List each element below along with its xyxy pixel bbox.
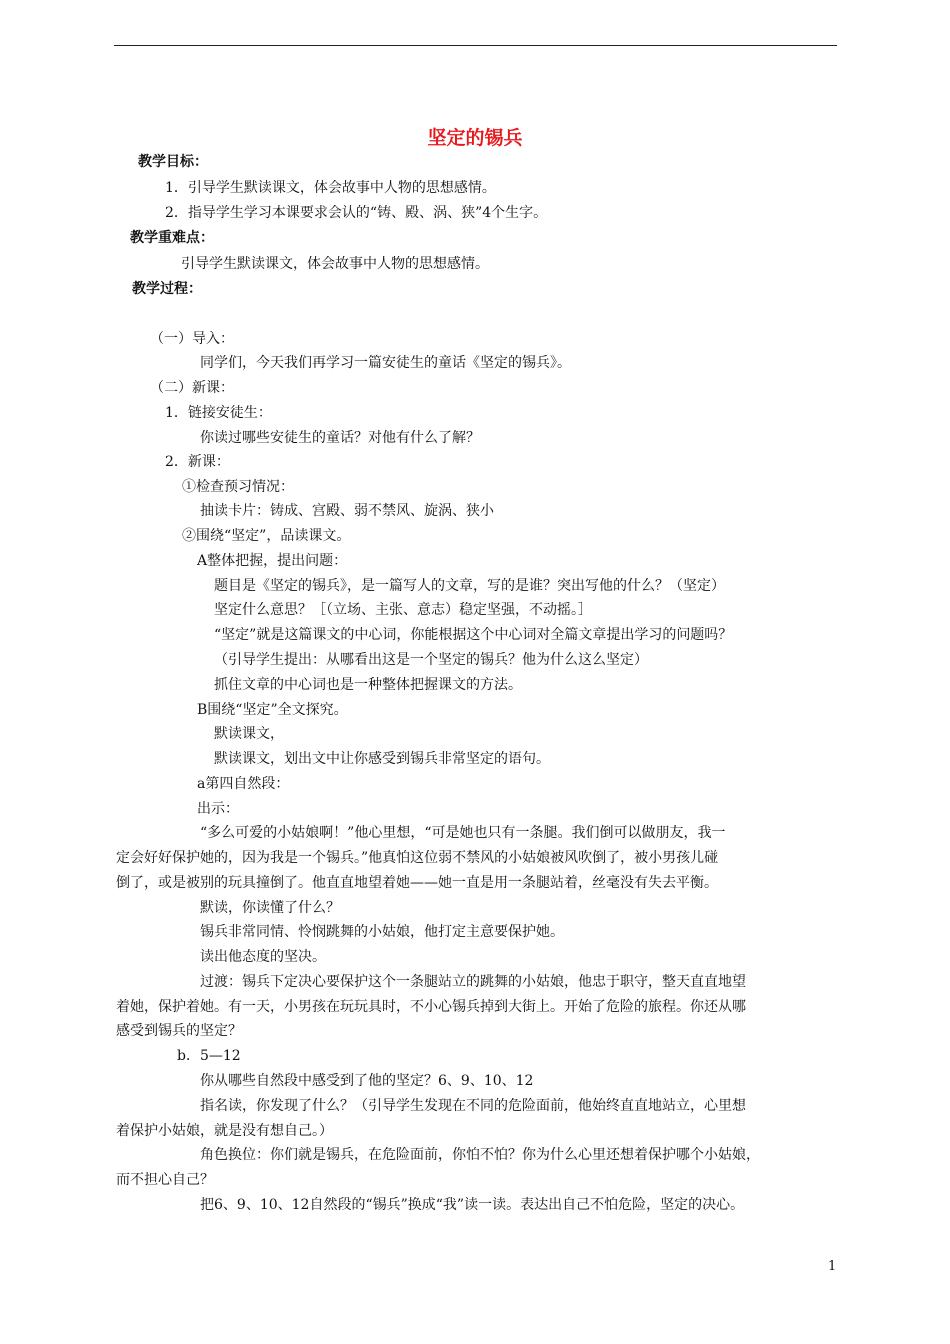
- paragraph-line: 你从哪些自然段中感受到了他的坚定？6、9、10、12: [200, 1073, 534, 1089]
- page-number: 1: [828, 1259, 837, 1274]
- paragraph-line: 默读，你读懂了什么？: [200, 900, 340, 916]
- paragraph-line: 题目是《坚定的锡兵》，是一篇写人的文章，写的是谁？突出写他的什么？（坚定）: [214, 578, 725, 594]
- paragraph-line: 定会好好保护她的，因为我是一个锡兵。”他真怕这位弱不禁风的小姑娘被风吹倒了，被小男孩儿碰: [116, 850, 719, 866]
- paragraph-line: 坚定什么意思？［（立场、主张、意志）稳定坚强，不动摇。］: [214, 602, 592, 618]
- substep-heading: 2．新课：: [165, 454, 230, 470]
- paragraph-line: A整体把握，提出问题：: [197, 553, 348, 569]
- key-point-text: 引导学生默读课文，体会故事中人物的思想感情。: [181, 256, 489, 272]
- paragraph-line: 感受到锡兵的坚定？: [116, 1023, 242, 1039]
- paragraph-line: ②围绕“坚定”，品读课文。: [182, 528, 351, 544]
- paragraph-line: “坚定”就是这篇课文的中心词，你能根据这个中心词对全篇文章提出学习的问题吗？: [214, 627, 733, 643]
- paragraph-line: （引导学生提出：从哪看出这是一个坚定的锡兵？他为什么这么坚定）: [214, 652, 648, 668]
- paragraph-line: 默读课文，划出文中让你感受到锡兵非常坚定的语句。: [214, 751, 550, 767]
- paragraph-line: “多么可爱的小姑娘啊！”他心里想，“可是她也只有一条腿。我们倒可以做朋友，我一: [200, 825, 726, 841]
- section-heading-process: 教学过程：: [132, 281, 202, 297]
- paragraph-line: ①检查预习情况：: [182, 479, 294, 495]
- step-heading-new-lesson: （二）新课：: [150, 380, 234, 396]
- substep-heading: 1．链接安徒生：: [165, 405, 272, 421]
- paragraph-line: 着保护小姑娘，就是没有想自己。）: [116, 1123, 333, 1139]
- paragraph-line: 出示：: [197, 801, 239, 817]
- paragraph-line: 过渡：锡兵下定决心要保护这个一条腿站立的跳舞的小姑娘，他忠于职守，整天直直地望: [200, 974, 746, 990]
- paragraph-line: 角色换位：你们就是锡兵，在危险面前，你怕不怕？你为什么心里还想着保护哪个小姑娘，: [200, 1147, 760, 1163]
- paragraph-line: 把6、9、10、12自然段的“锡兵”换成“我”读一读。表达出自己不怕危险，坚定的决心。: [200, 1197, 745, 1213]
- paragraph-line: 同学们，今天我们再学习一篇安徒生的童话《坚定的锡兵》。: [200, 355, 571, 371]
- paragraph-line: 默读课文，: [214, 726, 284, 742]
- paragraph-line: 而不担心自己？: [116, 1172, 214, 1188]
- document-title: 坚定的锡兵: [427, 127, 523, 149]
- paragraph-line: b．5—12: [177, 1048, 241, 1064]
- paragraph-line: a第四自然段：: [197, 776, 290, 792]
- paragraph-line: 倒了，或是被别的玩具撞倒了。他直直地望着她——她一直是用一条腿站着，丝毫没有失去平衡。: [116, 875, 718, 891]
- paragraph-line: 指名读，你发现了什么？（引导学生发现在不同的危险面前，他始终直直地站立，心里想: [200, 1098, 746, 1114]
- header-rule: [114, 45, 837, 46]
- goal-item-2: 2．指导学生学习本课要求会认的“铸、殿、涡、狭”4个生字。: [165, 205, 548, 221]
- paragraph-line: 锡兵非常同情、怜悯跳舞的小姑娘，他打定主意要保护她。: [200, 924, 564, 940]
- paragraph-line: 你读过哪些安徒生的童话？对他有什么了解？: [200, 430, 480, 446]
- goal-item-1: 1．引导学生默读课文，体会故事中人物的思想感情。: [165, 180, 496, 196]
- paragraph-line: B围绕“坚定”全文探究。: [197, 702, 348, 718]
- paragraph-line: 抽读卡片：铸成、宫殿、弱不禁风、旋涡、狭小: [200, 503, 494, 519]
- step-heading-intro: （一）导入：: [150, 331, 234, 347]
- section-heading-goals: 教学目标：: [138, 154, 208, 170]
- section-heading-key-points: 教学重难点：: [130, 230, 214, 246]
- paragraph-line: 着她，保护着她。有一天，小男孩在玩玩具时，不小心锡兵掉到大街上。开始了危险的旅程。你还从哪: [116, 999, 746, 1015]
- paragraph-line: 抓住文章的中心词也是一种整体把握课文的方法。: [214, 677, 522, 693]
- paragraph-line: 读出他态度的坚决。: [200, 949, 326, 965]
